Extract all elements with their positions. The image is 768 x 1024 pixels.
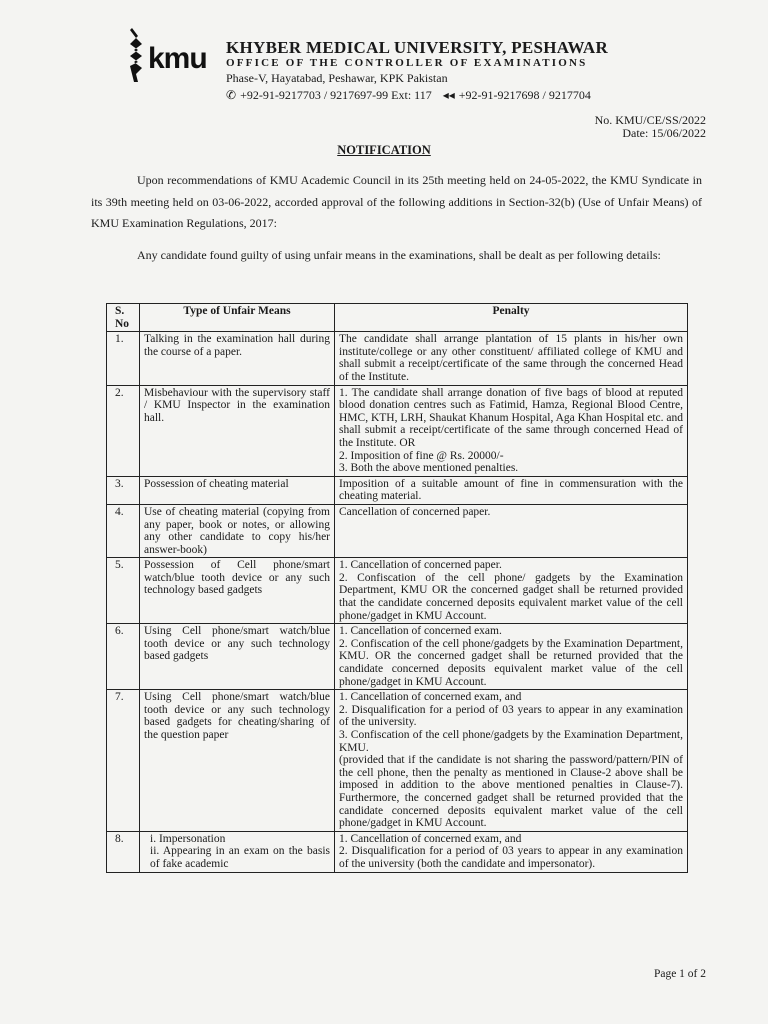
penalty-item: 1. Cancellation of concerned exam, and — [339, 832, 522, 845]
penalty-item: 1. Cancellation of concerned exam. — [339, 625, 502, 638]
penalty-item: 2. Disqualification for a period of 03 years to appear in any examination of the university. — [339, 703, 683, 729]
unfair-means-cell: Use of cheating material (copying from any paper, book or notes, or allowing any other candidate to copy his/her answer-book) — [140, 504, 335, 557]
address: Phase-V, Hayatabad, Peshawar, KPK Pakistan — [226, 71, 448, 85]
penalty-item: The candidate shall arrange plantation of 15 plants in his/her own institute/college or any other constituent/ affiliated college of KMU and shall submit a receipt/certificate of the same through the concerned Head of the Institute. — [339, 333, 683, 383]
penalty-item: 1. Cancellation of concerned paper. — [339, 559, 502, 572]
penalty-cell — [335, 504, 688, 557]
penalty-item: Cancellation of concerned paper. — [339, 505, 491, 518]
phone-numbers: +92-91-9217703 / 9217697-99 Ext: 117 — [240, 88, 432, 102]
penalty-item: (provided that if the candidate is not sharing the password/pattern/PIN of the cell phone, then the penalty as mentioned in Clause-2 above shall be imposed in addition to the above mentioned penalties in Clause-7). Furthermore, the concerned gadget shall be returned provided that the candidate concerned deposits equivalent market value of the cell phone/gadget in KMU Account. — [339, 754, 683, 830]
table-row — [107, 558, 688, 624]
staff-of-asclepius-icon — [128, 26, 148, 82]
intro-paragraph: Upon recommendations of KMU Academic Council in its 25th meeting held on 24-05-2022, the KMU Syndicate in its 39th meeting held on 03-06-2022, accorded approval of the following additions in Section-32(b) (Use of Unfair Means) of KMU Examination Regulations, 2017: — [91, 173, 702, 230]
means-item: i. Impersonation — [150, 832, 226, 845]
logo-text: kmu — [148, 42, 207, 75]
penalty-cell — [335, 332, 688, 385]
unfair-means-cell: Using Cell phone/smart watch/blue tooth device or any such technology based gadgets — [140, 624, 335, 690]
reference-number: No. KMU/CE/SS/2022 — [594, 113, 706, 127]
penalty-item: 2. Imposition of fine @ Rs. 20000/- — [339, 449, 504, 462]
penalty-item: 3. Both the above mentioned penalties. — [339, 462, 519, 475]
page-number: Page 1 of 2 — [653, 968, 706, 980]
table-row — [107, 385, 688, 476]
penalty-item: 1. The candidate shall arrange donation of five bags of blood at reputed blood donation centres such as Fatimid, Hamza, Regional Blood Centre, HMC, KTH, LRH, Shaukat Khanum Hospital, Aga Khan Hospital etc. and shall submit a receipt/certificate of the same through concerned Head of the Institute. OR — [339, 386, 683, 449]
header-means: Type of Unfair Means — [140, 304, 335, 332]
penalty-item: 3. Confiscation of the cell phone/gadgets by the Examination Department, KMU. — [339, 729, 683, 754]
row-number: 8. — [107, 831, 140, 872]
row-number: 7. — [107, 690, 140, 832]
reference-date: Date: 15/06/2022 — [622, 126, 706, 140]
phone-icon: ✆ — [226, 88, 237, 102]
penalty-cell — [335, 831, 688, 872]
table-row — [107, 504, 688, 557]
table-header-row — [107, 304, 688, 332]
office-name: OFFICE OF THE CONTROLLER OF EXAMINATIONS — [226, 57, 588, 69]
contact-line — [226, 88, 595, 103]
unfair-means-cell: Possession of cheating material — [140, 476, 335, 504]
means-item: ii. Appearing in an exam on the basis of fake academic — [150, 845, 330, 870]
penalty-cell — [335, 558, 688, 624]
table-row — [107, 332, 688, 385]
penalty-cell — [335, 385, 688, 476]
university-name: KHYBER MEDICAL UNIVERSITY, PESHAWAR — [226, 38, 609, 57]
unfair-means-cell: Possession of Cell phone/smart watch/blue tooth device or any such technology based gadgets — [140, 558, 335, 624]
penalty-item: 2. Disqualification for a period of 03 years to appear in any examination of the university (both the candidate and impersonator). — [339, 845, 683, 870]
table-row — [107, 690, 688, 832]
row-number: 4. — [107, 504, 140, 557]
notification-title: NOTIFICATION — [337, 143, 431, 157]
fax-numbers: +92-91-9217698 / 9217704 — [458, 88, 591, 102]
unfair-means-cell: Misbehaviour with the supervisory staff / KMU Inspector in the examination hall. — [140, 385, 335, 476]
row-number: 2. — [107, 385, 140, 476]
header-penalty: Penalty — [335, 304, 688, 332]
penalty-item: 1. Cancellation of concerned exam, and — [339, 691, 522, 704]
details-paragraph: Any candidate found guilty of using unfair means in the examinations, shall be dealt as per following details: — [137, 248, 661, 262]
penalty-item: 2. Confiscation of the cell phone/ gadgets by the Examination Department, KMU OR the concerned gadget shall be returned provided that the candidate concerned deposits equivalent market value of the cell phone/gadget in KMU Account. — [339, 571, 683, 622]
penalty-cell — [335, 476, 688, 504]
header-sno: S. No — [107, 304, 140, 332]
penalty-item: Imposition of a suitable amount of fine in commensuration with the cheating material. — [339, 477, 683, 503]
kmu-logo — [124, 24, 214, 86]
row-number: 3. — [107, 476, 140, 504]
table-row — [107, 624, 688, 690]
reference-block — [595, 114, 706, 140]
row-number: 6. — [107, 624, 140, 690]
row-number: 5. — [107, 558, 140, 624]
table-row — [107, 831, 688, 872]
row-number: 1. — [107, 332, 140, 385]
unfair-means-table — [106, 303, 688, 873]
unfair-means-cell: Talking in the examination hall during the course of a paper. — [140, 332, 335, 385]
fax-icon: ◂◂ — [442, 88, 455, 102]
penalty-cell — [335, 690, 688, 832]
table-row — [107, 476, 688, 504]
penalty-item: 2. Confiscation of the cell phone/gadgets by the Examination Department, KMU. OR the concerned gadget shall be returned provided that the candidate concerned deposits equivalent market value of the cell phone/gadget in KMU Account. — [339, 637, 683, 688]
unfair-means-cell: Using Cell phone/smart watch/blue tooth device or any such technology based gadgets for cheating/sharing of the question paper — [140, 690, 335, 832]
unfair-means-cell — [140, 831, 335, 872]
penalty-cell — [335, 624, 688, 690]
